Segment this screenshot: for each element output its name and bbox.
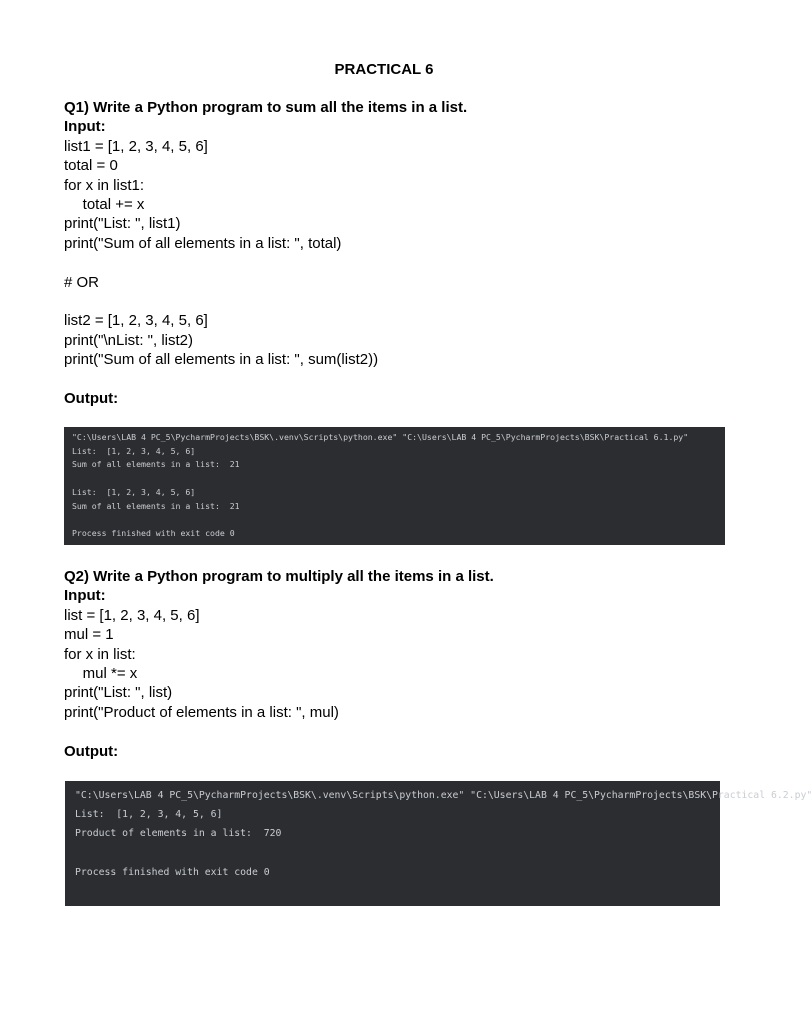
code-line [64, 292, 467, 311]
code-line: list = [1, 2, 3, 4, 5, 6] [64, 606, 200, 624]
q1-section [64, 98, 467, 408]
code-line: print("List: ", list1) [64, 215, 181, 233]
terminal-line: List: [1, 2, 3, 4, 5, 6] [75, 809, 223, 821]
code-line: total = 0 [64, 157, 118, 175]
code-line [64, 369, 467, 388]
code-line: mul = 1 [64, 626, 114, 644]
q1-input-label: Input: [64, 118, 106, 136]
terminal-line: Sum of all elements in a list: 21 [72, 500, 240, 511]
code-line: print("\nList: ", list2) [64, 331, 194, 349]
q2-question: Q2) Write a Python program to multiply all the items in a list. [64, 568, 494, 585]
q2-input-label: Input: [64, 587, 106, 605]
terminal-line: Sum of all elements in a list: 21 [72, 459, 240, 470]
code-line: print("List: ", list) [64, 684, 173, 702]
q2-section [64, 567, 494, 761]
code-line: list2 = [1, 2, 3, 4, 5, 6] [64, 312, 208, 330]
terminal-line [72, 513, 725, 527]
code-line: list1 = [1, 2, 3, 4, 5, 6] [64, 137, 208, 155]
code-line: print("Sum of all elements in a list: ", total) [64, 234, 342, 252]
code-line: # OR [64, 273, 100, 291]
q2-terminal-output [65, 781, 812, 906]
code-line [64, 253, 467, 272]
terminal-line: "C:\Users\LAB 4 PC_5\PycharmProjects\BSK\.venv\Scripts\python.exe" "C:\Users\LAB 4 PC_5\PycharmProjects\BSK\Practical 6.2.py" [75, 790, 812, 801]
terminal-line [75, 844, 720, 863]
q1-question: Q1) Write a Python program to sum all the items in a list. [64, 99, 468, 116]
code-line: for x in list: [64, 645, 136, 663]
terminal-line: "C:\Users\LAB 4 PC_5\PycharmProjects\BSK\.venv\Scripts\python.exe" "C:\Users\LAB 4 PC_5\PycharmProjects\BSK\Practical 6.1.py" [72, 432, 689, 442]
terminal-line: Process finished with exit code 0 [72, 527, 235, 538]
code-line: for x in list1: [64, 176, 145, 194]
q2-output-label: Output: [64, 742, 119, 760]
code-line: total += x [66, 195, 145, 213]
terminal-line [72, 472, 725, 486]
page-title: PRACTICAL 6 [334, 61, 434, 78]
code-line: print("Sum of all elements in a list: ", sum(list2)) [64, 351, 379, 369]
terminal-line: List: [1, 2, 3, 4, 5, 6] [72, 445, 196, 456]
terminal-line: Process finished with exit code 0 [75, 866, 270, 878]
code-line: print("Product of elements in a list: ", mul) [64, 703, 339, 721]
code-line: mul *= x [66, 664, 138, 682]
q1-terminal-output [64, 427, 725, 545]
terminal-line: Product of elements in a list: 720 [75, 828, 282, 840]
code-line [64, 722, 494, 741]
q1-output-label: Output: [64, 389, 119, 407]
terminal-line: List: [1, 2, 3, 4, 5, 6] [72, 486, 196, 497]
